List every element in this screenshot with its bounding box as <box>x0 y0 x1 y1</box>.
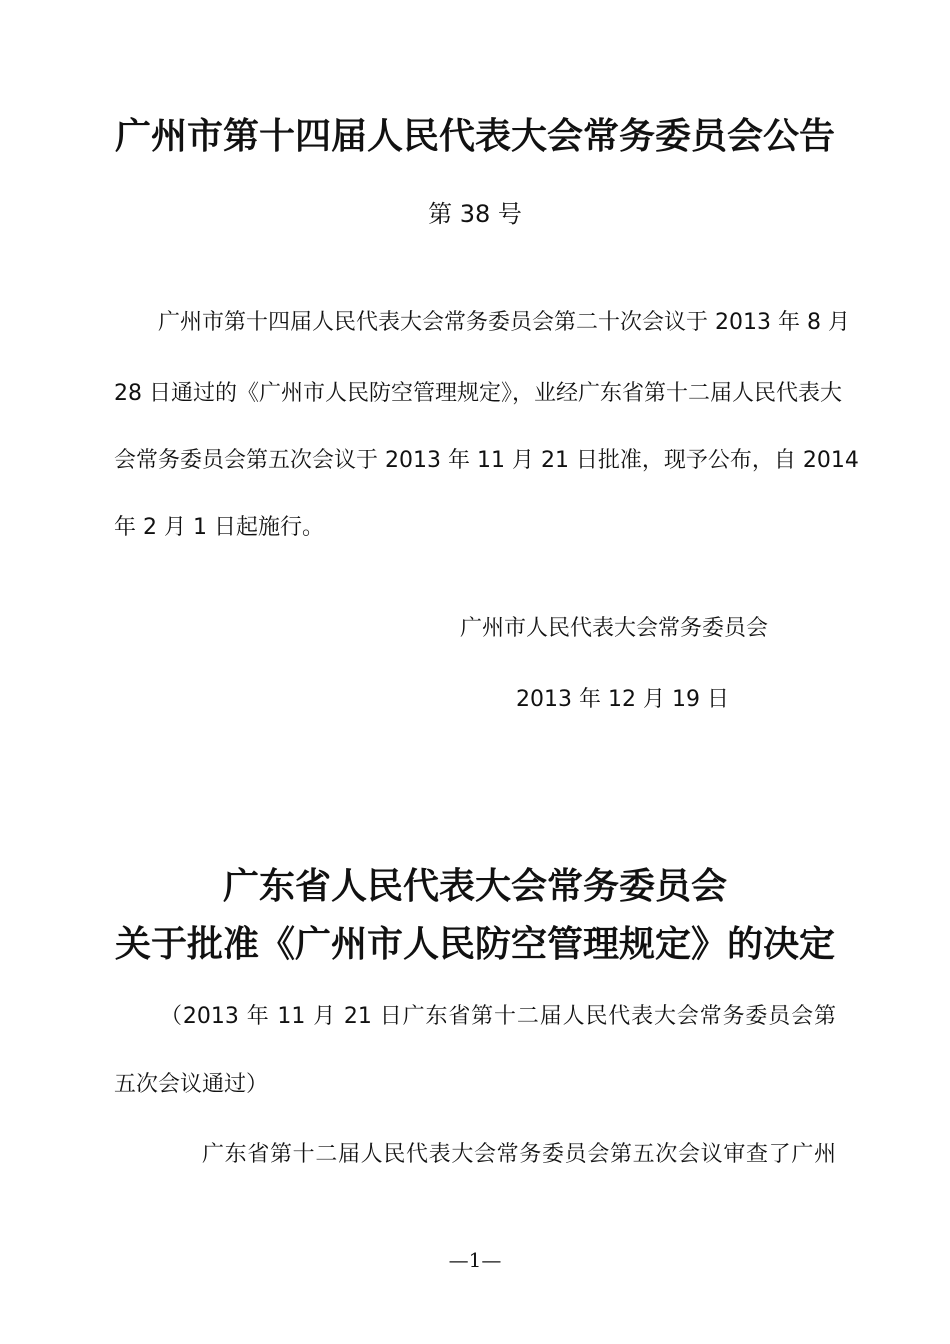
decision-note-line-1: （2013 年 11 月 21 日广东省第十二届人民代表大会常务委员会第 <box>160 1004 836 1029</box>
notice-body-line-4: 年 2 月 1 日起施行。 <box>114 515 324 540</box>
notice-title: 广州市第十四届人民代表大会常务委员会公告 <box>114 116 835 157</box>
decision-title-line-2: 关于批准《广州市人民防空管理规定》的决定 <box>114 924 835 965</box>
notice-body-line-3: 会常务委员会第五次会议于 2013 年 11 月 21 日批准，现予公布，自 2014 <box>114 448 859 473</box>
decision-body-line-1: 广东省第十二届人民代表大会常务委员会第五次会议审查了广州 <box>202 1142 836 1167</box>
notice-body-line-2: 28 日通过的《广州市人民防空管理规定》，业经广东省第十二届人民代表大 <box>114 381 842 406</box>
notice-signature: 广州市人民代表大会常务委员会 <box>460 616 769 641</box>
notice-date: 2013 年 12 月 19 日 <box>516 687 729 712</box>
decision-note-line-2: 五次会议通过） <box>114 1072 269 1097</box>
notice-body-line-1: 广州市第十四届人民代表大会常务委员会第二十次会议于 2013 年 8 月 <box>158 310 850 335</box>
decision-title-line-1: 广东省人民代表大会常务委员会 <box>222 866 727 907</box>
notice-number: 第 38 号 <box>428 200 522 228</box>
page-number: —1— <box>448 1248 502 1272</box>
